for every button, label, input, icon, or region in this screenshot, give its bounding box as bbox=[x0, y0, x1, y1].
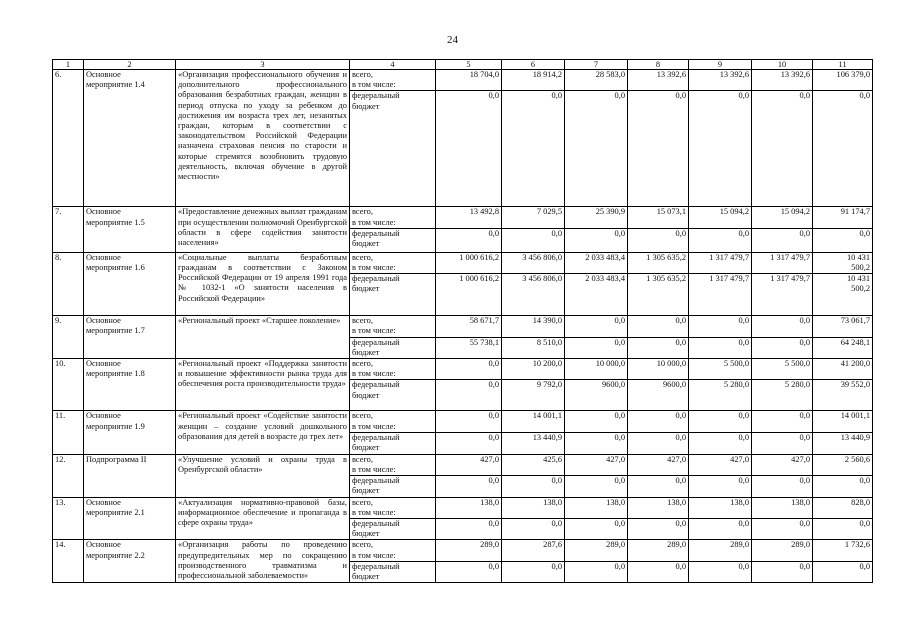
federal-value: 0,0 bbox=[752, 91, 813, 207]
table-row bbox=[53, 540, 873, 561]
row-number: 12. bbox=[53, 454, 84, 497]
federal-value: 0,0 bbox=[813, 476, 873, 497]
event-type: Основное мероприятие 1.9 bbox=[84, 411, 176, 454]
federal-value: 3 456 806,0 bbox=[502, 274, 565, 316]
funding-federal-label: федеральный бюджет bbox=[350, 519, 436, 540]
federal-value: 0,0 bbox=[628, 337, 689, 358]
total-value: 138,0 bbox=[752, 497, 813, 518]
total-value: 138,0 bbox=[436, 497, 502, 518]
federal-value: 0,0 bbox=[813, 228, 873, 252]
federal-value: 0,0 bbox=[752, 519, 813, 540]
table-row bbox=[53, 207, 873, 228]
total-value: 0,0 bbox=[565, 316, 628, 337]
total-value: 41 200,0 bbox=[813, 359, 873, 380]
total-value: 25 390,9 bbox=[565, 207, 628, 228]
total-value: 0,0 bbox=[752, 411, 813, 432]
federal-value: 9600,0 bbox=[565, 380, 628, 411]
column-number: 8 bbox=[628, 60, 689, 70]
column-number: 7 bbox=[565, 60, 628, 70]
row-number: 8. bbox=[53, 252, 84, 315]
funding-federal-label: федеральный бюджет bbox=[350, 476, 436, 497]
total-value: 2 033 483,4 bbox=[565, 252, 628, 273]
column-number: 11 bbox=[813, 60, 873, 70]
total-value: 14 001,1 bbox=[813, 411, 873, 432]
column-number: 4 bbox=[350, 60, 436, 70]
total-value: 13 492,8 bbox=[436, 207, 502, 228]
funding-federal-label: федеральный бюджет bbox=[350, 91, 436, 207]
total-value: 13 392,6 bbox=[689, 70, 752, 91]
total-value: 425,6 bbox=[502, 454, 565, 475]
federal-value: 0,0 bbox=[628, 561, 689, 582]
total-value: 427,0 bbox=[436, 454, 502, 475]
federal-value: 1 305 635,2 bbox=[628, 274, 689, 316]
funding-federal-label: федеральный бюджет bbox=[350, 274, 436, 316]
table-row bbox=[53, 359, 873, 380]
total-value: 289,0 bbox=[752, 540, 813, 561]
federal-value: 0,0 bbox=[628, 432, 689, 454]
federal-value: 0,0 bbox=[752, 337, 813, 358]
federal-value: 0,0 bbox=[752, 561, 813, 582]
total-value: 289,0 bbox=[628, 540, 689, 561]
federal-value: 13 440,9 bbox=[813, 432, 873, 454]
funding-total-label: всего, в том числе: bbox=[350, 316, 436, 337]
event-type: Основное мероприятие 1.8 bbox=[84, 359, 176, 411]
federal-value: 5 280,0 bbox=[689, 380, 752, 411]
total-value: 1 317 479,7 bbox=[689, 252, 752, 273]
federal-value: 0,0 bbox=[628, 519, 689, 540]
federal-value: 0,0 bbox=[689, 561, 752, 582]
federal-value: 0,0 bbox=[689, 432, 752, 454]
federal-value: 0,0 bbox=[689, 519, 752, 540]
table-row bbox=[53, 411, 873, 432]
total-value: 106 379,0 bbox=[813, 70, 873, 91]
federal-value: 0,0 bbox=[689, 476, 752, 497]
row-number: 10. bbox=[53, 359, 84, 411]
event-type: Подпрограмма II bbox=[84, 454, 176, 497]
federal-value: 1 317 479,7 bbox=[689, 274, 752, 316]
column-number: 5 bbox=[436, 60, 502, 70]
federal-value: 0,0 bbox=[436, 380, 502, 411]
federal-value: 9600,0 bbox=[628, 380, 689, 411]
funding-total-label: всего, в том числе: bbox=[350, 207, 436, 228]
total-value: 58 671,7 bbox=[436, 316, 502, 337]
federal-value: 0,0 bbox=[502, 476, 565, 497]
event-description: «Региональный проект «Поддержка занятости и повышение эффективности рынка труда для обеспечения роста производительности труда» bbox=[176, 359, 350, 411]
total-value: 15 094,2 bbox=[752, 207, 813, 228]
total-value: 73 061,7 bbox=[813, 316, 873, 337]
table-body bbox=[53, 60, 873, 583]
federal-value: 0,0 bbox=[565, 432, 628, 454]
total-value: 10 200,0 bbox=[502, 359, 565, 380]
total-value: 10 431 500,2 bbox=[813, 252, 873, 273]
table-row bbox=[53, 70, 873, 91]
federal-value: 0,0 bbox=[565, 561, 628, 582]
event-type: Основное мероприятие 2.2 bbox=[84, 540, 176, 583]
event-description: «Предоставление денежных выплат гражданам при осуществлении полномочий Оренбургской области в сфере содействия занятости населения» bbox=[176, 207, 350, 252]
event-type: Основное мероприятие 2.1 bbox=[84, 497, 176, 540]
total-value: 5 500,0 bbox=[689, 359, 752, 380]
federal-value: 10 431 500,2 bbox=[813, 274, 873, 316]
total-value: 91 174,7 bbox=[813, 207, 873, 228]
federal-value: 0,0 bbox=[502, 228, 565, 252]
total-value: 15 094,2 bbox=[689, 207, 752, 228]
total-value: 14 390,0 bbox=[502, 316, 565, 337]
federal-value: 0,0 bbox=[565, 476, 628, 497]
federal-value: 13 440,9 bbox=[502, 432, 565, 454]
federal-value: 0,0 bbox=[565, 228, 628, 252]
event-type: Основное мероприятие 1.4 bbox=[84, 70, 176, 207]
funding-total-label: всего, в том числе: bbox=[350, 454, 436, 475]
event-description: «Социальные выплаты безработным гражданам в соответствии с Законом Российской Федерации от 19 апреля 1991 года № 1032-1 «О занятости населения в Российской Федерации» bbox=[176, 252, 350, 315]
total-value: 1 732,6 bbox=[813, 540, 873, 561]
federal-value: 0,0 bbox=[813, 561, 873, 582]
funding-total-label: всего, в том числе: bbox=[350, 359, 436, 380]
funding-federal-label: федеральный бюджет bbox=[350, 432, 436, 454]
federal-value: 1 000 616,2 bbox=[436, 274, 502, 316]
column-number: 3 bbox=[176, 60, 350, 70]
budget-table bbox=[52, 59, 873, 583]
federal-value: 0,0 bbox=[502, 91, 565, 207]
total-value: 138,0 bbox=[565, 497, 628, 518]
table-row bbox=[53, 454, 873, 475]
total-value: 289,0 bbox=[565, 540, 628, 561]
federal-value: 0,0 bbox=[628, 228, 689, 252]
row-number: 11. bbox=[53, 411, 84, 454]
federal-value: 0,0 bbox=[436, 519, 502, 540]
total-value: 13 392,6 bbox=[752, 70, 813, 91]
federal-value: 5 280,0 bbox=[752, 380, 813, 411]
total-value: 1 305 635,2 bbox=[628, 252, 689, 273]
funding-total-label: всего, в том числе: bbox=[350, 70, 436, 91]
total-value: 828,0 bbox=[813, 497, 873, 518]
federal-value: 0,0 bbox=[813, 519, 873, 540]
total-value: 15 073,1 bbox=[628, 207, 689, 228]
federal-value: 2 033 483,4 bbox=[565, 274, 628, 316]
total-value: 10 000,0 bbox=[628, 359, 689, 380]
total-value: 7 029,5 bbox=[502, 207, 565, 228]
federal-value: 0,0 bbox=[436, 228, 502, 252]
federal-value: 0,0 bbox=[813, 91, 873, 207]
total-value: 427,0 bbox=[689, 454, 752, 475]
total-value: 14 001,1 bbox=[502, 411, 565, 432]
federal-value: 0,0 bbox=[752, 476, 813, 497]
federal-value: 0,0 bbox=[565, 91, 628, 207]
event-description: «Региональный проект «Старшее поколение» bbox=[176, 316, 350, 359]
funding-federal-label: федеральный бюджет bbox=[350, 337, 436, 358]
total-value: 0,0 bbox=[565, 411, 628, 432]
federal-value: 0,0 bbox=[436, 432, 502, 454]
federal-value: 64 248,1 bbox=[813, 337, 873, 358]
column-number: 9 bbox=[689, 60, 752, 70]
table-row bbox=[53, 316, 873, 337]
federal-value: 39 552,0 bbox=[813, 380, 873, 411]
total-value: 427,0 bbox=[628, 454, 689, 475]
event-description: «Региональный проект «Содействие занятости женщин – создание условий дошкольного образования для детей в возрасте до трех лет» bbox=[176, 411, 350, 454]
event-type: Основное мероприятие 1.7 bbox=[84, 316, 176, 359]
event-description: «Улучшение условий и охраны труда в Оренбургской области» bbox=[176, 454, 350, 497]
total-value: 138,0 bbox=[689, 497, 752, 518]
funding-federal-label: федеральный бюджет bbox=[350, 380, 436, 411]
federal-value: 0,0 bbox=[689, 91, 752, 207]
funding-total-label: всего, в том числе: bbox=[350, 497, 436, 518]
row-number: 9. bbox=[53, 316, 84, 359]
total-value: 3 456 806,0 bbox=[502, 252, 565, 273]
total-value: 427,0 bbox=[565, 454, 628, 475]
column-number: 6 bbox=[502, 60, 565, 70]
total-value: 0,0 bbox=[436, 411, 502, 432]
federal-value: 0,0 bbox=[689, 228, 752, 252]
column-number: 10 bbox=[752, 60, 813, 70]
total-value: 0,0 bbox=[752, 316, 813, 337]
column-number-header bbox=[53, 60, 873, 70]
total-value: 0,0 bbox=[689, 316, 752, 337]
federal-value: 0,0 bbox=[752, 228, 813, 252]
total-value: 287,6 bbox=[502, 540, 565, 561]
column-number: 2 bbox=[84, 60, 176, 70]
federal-value: 0,0 bbox=[436, 91, 502, 207]
event-type: Основное мероприятие 1.5 bbox=[84, 207, 176, 252]
total-value: 18 704,0 bbox=[436, 70, 502, 91]
total-value: 18 914,2 bbox=[502, 70, 565, 91]
total-value: 289,0 bbox=[689, 540, 752, 561]
funding-federal-label: федеральный бюджет bbox=[350, 561, 436, 582]
total-value: 289,0 bbox=[436, 540, 502, 561]
federal-value: 0,0 bbox=[436, 561, 502, 582]
table-row bbox=[53, 252, 873, 273]
federal-value: 0,0 bbox=[502, 561, 565, 582]
total-value: 2 560,6 bbox=[813, 454, 873, 475]
row-number: 6. bbox=[53, 70, 84, 207]
total-value: 13 392,6 bbox=[628, 70, 689, 91]
funding-total-label: всего, в том числе: bbox=[350, 411, 436, 432]
total-value: 5 500,0 bbox=[752, 359, 813, 380]
column-number: 1 bbox=[53, 60, 84, 70]
funding-federal-label: федеральный бюджет bbox=[350, 228, 436, 252]
row-number: 14. bbox=[53, 540, 84, 583]
funding-total-label: всего, в том числе: bbox=[350, 540, 436, 561]
page-number: 24 bbox=[447, 34, 458, 46]
federal-value: 0,0 bbox=[502, 519, 565, 540]
event-description: «Организация профессионального обучения и дополнительного профессионального образования безработных граждан, женщин в период отпуска по уходу за ребенком до достижения им возраста трех лет, незанятых граждан, которым в соответствии с законодательством Российской Федерации назначена страховая пенсия по старости и которые стремятся возобновить трудовую деятельность, включая обучение в другой местности» bbox=[176, 70, 350, 207]
total-value: 138,0 bbox=[628, 497, 689, 518]
federal-value: 0,0 bbox=[628, 91, 689, 207]
event-type: Основное мероприятие 1.6 bbox=[84, 252, 176, 315]
federal-value: 0,0 bbox=[689, 337, 752, 358]
event-description: «Организация работы по проведению предупредительных мер по сокращению производственного травматизма и профессиональной заболеваемости» bbox=[176, 540, 350, 583]
row-number: 7. bbox=[53, 207, 84, 252]
federal-value: 0,0 bbox=[565, 519, 628, 540]
federal-value: 0,0 bbox=[565, 337, 628, 358]
total-value: 0,0 bbox=[689, 411, 752, 432]
federal-value: 8 510,0 bbox=[502, 337, 565, 358]
federal-value: 9 792,0 bbox=[502, 380, 565, 411]
event-description: «Актуализация нормативно-правовой базы, информационное обеспечение и пропаганда в сфере охраны труда» bbox=[176, 497, 350, 540]
federal-value: 0,0 bbox=[436, 476, 502, 497]
total-value: 427,0 bbox=[752, 454, 813, 475]
federal-value: 55 738,1 bbox=[436, 337, 502, 358]
funding-total-label: всего, в том числе: bbox=[350, 252, 436, 273]
total-value: 0,0 bbox=[436, 359, 502, 380]
total-value: 0,0 bbox=[628, 411, 689, 432]
total-value: 0,0 bbox=[628, 316, 689, 337]
total-value: 1 000 616,2 bbox=[436, 252, 502, 273]
row-number: 13. bbox=[53, 497, 84, 540]
total-value: 10 000,0 bbox=[565, 359, 628, 380]
total-value: 138,0 bbox=[502, 497, 565, 518]
table-row bbox=[53, 497, 873, 518]
total-value: 28 583,0 bbox=[565, 70, 628, 91]
federal-value: 1 317 479,7 bbox=[752, 274, 813, 316]
total-value: 1 317 479,7 bbox=[752, 252, 813, 273]
federal-value: 0,0 bbox=[752, 432, 813, 454]
federal-value: 0,0 bbox=[628, 476, 689, 497]
